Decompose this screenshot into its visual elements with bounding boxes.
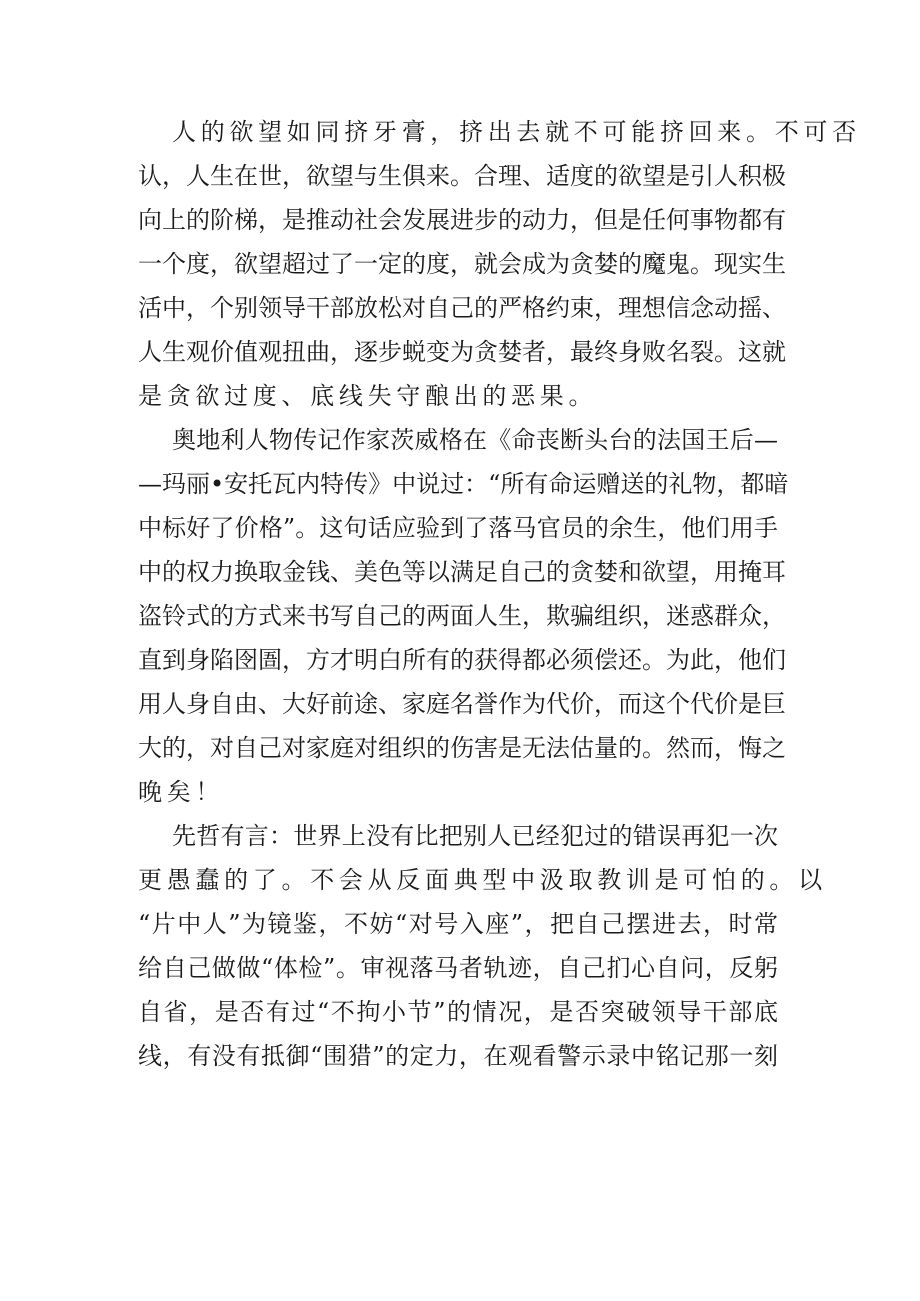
- paragraph-line: 奥地利人物传记作家茨威格在《命丧断头台的法国王后—: [172, 426, 778, 454]
- paragraph-line: 更愚蠢的了。不会从反面典型中汲取教训是可怕的。以: [138, 866, 827, 894]
- paragraph-line: 晚矣！: [138, 778, 225, 806]
- paragraph-line: 先哲有言：世界上没有比把别人已经犯过的错误再犯一次: [172, 822, 778, 850]
- paragraph-line: 用人身自由、大好前途、家庭名誉作为代价，而这个代价是巨: [138, 690, 786, 718]
- paragraph-line: 直到身陷囹圄，方才明白所有的获得都必须偿还。为此，他们: [138, 646, 786, 674]
- paragraph-1: [138, 110, 861, 418]
- paragraph-line: 认，人生在世，欲望与生俱来。合理、适度的欲望是引人积极: [138, 162, 786, 190]
- paragraph-line: 向上的阶梯，是推动社会发展进步的动力，但是任何事物都有: [138, 206, 786, 234]
- paragraph-line: 给自己做做“体检”。审视落马者轨迹，自己扪心自问，反躬: [138, 954, 778, 982]
- paragraph-line: 活中，个别领导干部放松对自己的严格约束，理想信念动摇、: [138, 294, 786, 322]
- paragraph-line: 一个度，欲望超过了一定的度，就会成为贪婪的魔鬼。现实生: [138, 250, 786, 278]
- paragraph-line: 中标好了价格”。这句话应验到了落马官员的余生，他们用手: [138, 514, 778, 542]
- paragraph-line: 人的欲望如同挤牙膏，挤出去就不可能挤回来。不可否: [172, 118, 861, 146]
- paragraph-line: 盗铃式的方式来书写自己的两面人生，欺骗组织，迷惑群众，: [138, 602, 786, 630]
- paragraph-line: —玛丽•安托瓦内特传》中说过：“所有命运赠送的礼物，都暗: [138, 470, 789, 498]
- paragraph-2: [138, 418, 789, 814]
- paragraph-line: 是贪欲过度、底线失守酿出的恶果。: [138, 382, 598, 410]
- paragraph-line: 中的权力换取金钱、美色等以满足自己的贪婪和欲望，用掩耳: [138, 558, 786, 586]
- paragraph-3: [138, 814, 827, 1078]
- paragraph-line: 自省，是否有过“不拘小节”的情况，是否突破领导干部底: [138, 998, 778, 1026]
- paragraph-line: “片中人”为镜鉴，不妨“对号入座”，把自己摆进去，时常: [138, 910, 778, 938]
- document-body: [138, 110, 861, 1078]
- paragraph-line: 线，有没有抵御“围猎”的定力，在观看警示录中铭记那一刻: [138, 1042, 778, 1070]
- paragraph-line: 大的，对自己对家庭对组织的伤害是无法估量的。然而，悔之: [138, 734, 786, 762]
- paragraph-line: 人生观价值观扭曲，逐步蜕变为贪婪者，最终身败名裂。这就: [138, 338, 786, 366]
